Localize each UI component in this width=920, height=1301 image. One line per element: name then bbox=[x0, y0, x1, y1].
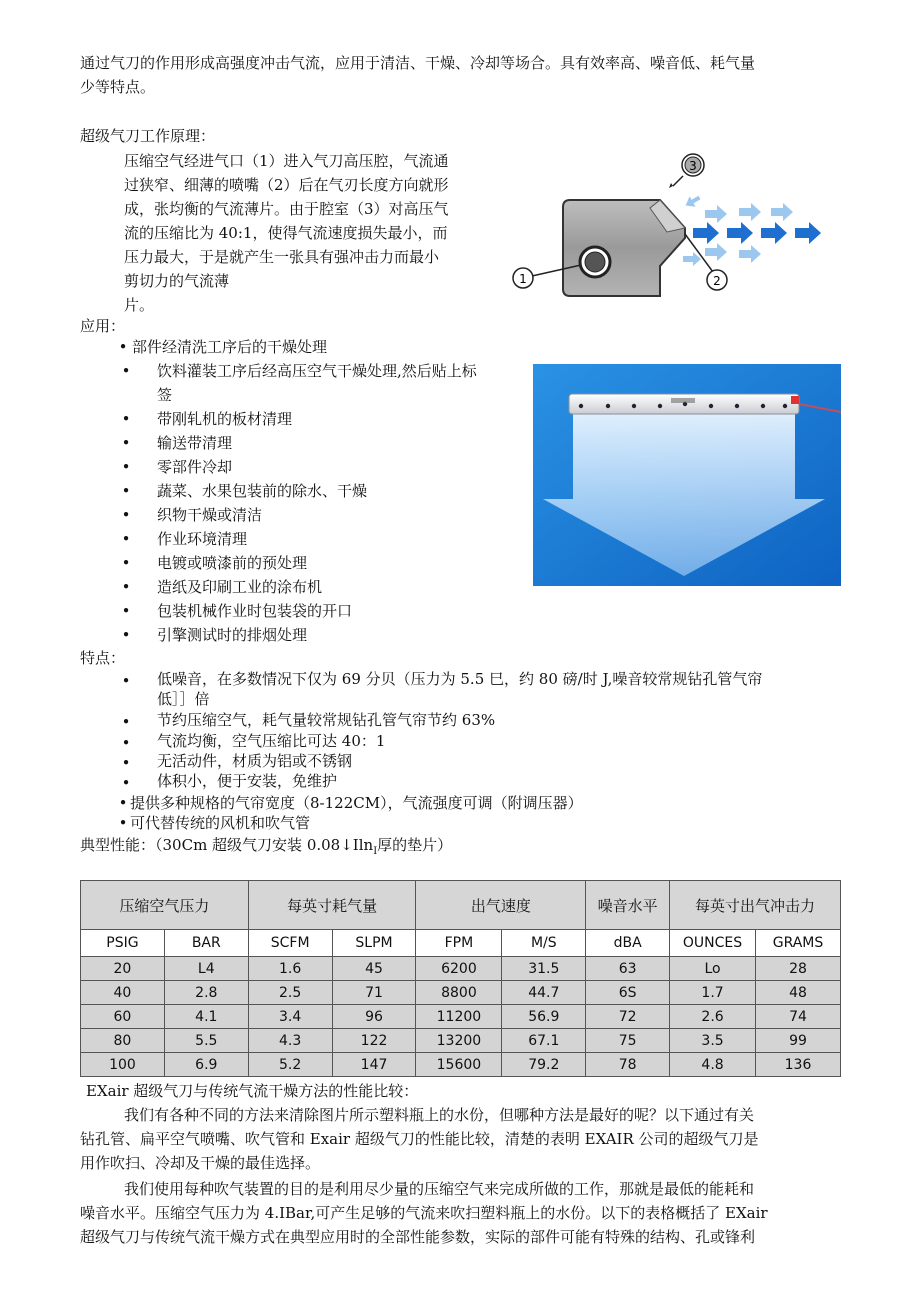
air-knife-diagram bbox=[495, 148, 840, 308]
features-heading: 特点： bbox=[80, 649, 126, 667]
application-item: 作业环境清理 bbox=[157, 530, 248, 548]
bullet: • bbox=[121, 754, 131, 772]
feature-item: 低噪音，在多数情况下仅为 69 分贝（压力为 5.5 巳，约 80 磅/时 J,噪音较常规钻孔管气帘 bbox=[157, 670, 763, 688]
header-consumption: 每英寸耗气量 bbox=[248, 881, 416, 930]
table-row bbox=[81, 1029, 841, 1053]
table-cell: 5.5 bbox=[164, 1029, 248, 1053]
table-cell: 136 bbox=[756, 1053, 841, 1077]
table-cell: 100 bbox=[81, 1053, 165, 1077]
application-item: 电镀或喷漆前的预处理 bbox=[157, 554, 308, 572]
callout-2: 2 bbox=[713, 274, 721, 288]
comparison-p1-line: 我们有各种不同的方法来清除图片所示塑料瓶上的水份，但哪种方法是最好的呢？以下通过有关 bbox=[124, 1106, 755, 1124]
feature-item: 可代替传统的风机和吹气管 bbox=[130, 814, 311, 832]
application-item: 造纸及印刷工业的涂布机 bbox=[157, 578, 323, 596]
table-cell: 60 bbox=[81, 1005, 165, 1029]
feature-item: 提供多种规格的气帘宽度（8-122CM），气流强度可调（附调压器） bbox=[130, 794, 583, 812]
table-cell: 67.1 bbox=[502, 1029, 586, 1053]
header-force: 每英寸出气冲击力 bbox=[670, 881, 841, 930]
bullet: • bbox=[121, 410, 131, 428]
application-item: 饮料灌装工序后经高压空气干燥处理,然后贴上标 bbox=[157, 362, 477, 380]
applications-heading: 应用： bbox=[80, 317, 126, 335]
table-cell: 74 bbox=[756, 1005, 841, 1029]
bullet: • bbox=[121, 774, 131, 792]
comparison-p2-line: 超级气刀与传统气流干燥方式在典型应用时的全部性能参数，实际的部件可能有特殊的结构、孔或锋利 bbox=[80, 1228, 756, 1246]
bullet: • bbox=[118, 338, 128, 356]
table-cell: 1.7 bbox=[670, 981, 756, 1005]
table-cell: 6.9 bbox=[164, 1053, 248, 1077]
application-item: 织物干燥或清洁 bbox=[157, 506, 263, 524]
bullet: • bbox=[121, 362, 131, 380]
table-cell: L4 bbox=[164, 957, 248, 981]
header-noise: 噪音水平 bbox=[586, 881, 670, 930]
bullet: • bbox=[121, 602, 131, 620]
table-cell: 44.7 bbox=[502, 981, 586, 1005]
table-row bbox=[81, 957, 841, 981]
table-cell: 28 bbox=[756, 957, 841, 981]
application-item: 包装机械作业时包装袋的开口 bbox=[157, 602, 353, 620]
table-cell: 2.6 bbox=[670, 1005, 756, 1029]
unit-cell: GRAMS bbox=[756, 930, 841, 957]
comparison-p1-line: 用作吹扫、冷却及干燥的最佳选择。 bbox=[80, 1154, 321, 1172]
comparison-p2-line: 噪音水平。压缩空气压力为 4.IBar,可产生足够的气流来吹扫塑料瓶上的水份。以下的表格概括了 EXair bbox=[80, 1204, 768, 1222]
table-cell: 13200 bbox=[416, 1029, 502, 1053]
unit-cell: OUNCES bbox=[670, 930, 756, 957]
bullet: • bbox=[118, 814, 128, 832]
table-cell: 75 bbox=[586, 1029, 670, 1053]
table-cell: 2.5 bbox=[248, 981, 332, 1005]
bullet: • bbox=[121, 506, 131, 524]
bullet: • bbox=[121, 554, 131, 572]
header-pressure: 压缩空气压力 bbox=[81, 881, 249, 930]
feature-item: 无活动件，材质为铝或不锈钢 bbox=[157, 752, 353, 770]
unit-cell: SCFM bbox=[248, 930, 332, 957]
table-cell: 5.2 bbox=[248, 1053, 332, 1077]
table-cell: 3.5 bbox=[670, 1029, 756, 1053]
bullet: • bbox=[121, 434, 131, 452]
unit-cell: SLPM bbox=[332, 930, 416, 957]
principle-line: 片。 bbox=[124, 296, 155, 314]
table-cell: 11200 bbox=[416, 1005, 502, 1029]
table-cell: Lo bbox=[670, 957, 756, 981]
table-cell: 4.3 bbox=[248, 1029, 332, 1053]
table-cell: 6S bbox=[586, 981, 670, 1005]
principle-line: 成，张均衡的气流薄片。由于腔室（3）对高压气 bbox=[124, 200, 449, 218]
table-row bbox=[81, 1053, 841, 1077]
table-cell: 20 bbox=[81, 957, 165, 981]
unit-cell: dBA bbox=[586, 930, 670, 957]
table-cell: 40 bbox=[81, 981, 165, 1005]
application-item: 引擎测试时的排烟处理 bbox=[157, 626, 308, 644]
table-cell: 4.8 bbox=[670, 1053, 756, 1077]
bullet: • bbox=[118, 794, 128, 812]
feature-item: 节约压缩空气，耗气量较常规钻孔管气帘节约 63% bbox=[157, 711, 496, 729]
table-row bbox=[81, 981, 841, 1005]
header-velocity: 出气速度 bbox=[416, 881, 586, 930]
table-row bbox=[81, 1005, 841, 1029]
table-cell: 6200 bbox=[416, 957, 502, 981]
table-cell: 99 bbox=[756, 1029, 841, 1053]
typical-performance: 典型性能：（30Cm 超级气刀安装 0.08↓Iln$_I$厚的垫片） bbox=[80, 836, 453, 857]
application-item: 蔬菜、水果包装前的除水、干燥 bbox=[157, 482, 368, 500]
intro-line-1: 通过气刀的作用形成高强度冲击气流，应用于清洁、干燥、冷却等场合。具有效率高、噪音低、耗气量 bbox=[80, 54, 756, 72]
principle-line: 压缩空气经进气口（1）进入气刀高压腔，气流通 bbox=[124, 152, 449, 170]
air-knife-product-photo bbox=[533, 364, 841, 586]
callout-1: 1 bbox=[519, 272, 527, 286]
application-item: 签 bbox=[157, 386, 173, 404]
unit-cell: BAR bbox=[164, 930, 248, 957]
table-cell: 96 bbox=[332, 1005, 416, 1029]
table-cell: 8800 bbox=[416, 981, 502, 1005]
table-cell: 1.6 bbox=[248, 957, 332, 981]
bullet: • bbox=[121, 672, 131, 690]
table-cell: 4.1 bbox=[164, 1005, 248, 1029]
bullet: • bbox=[121, 482, 131, 500]
table-cell: 63 bbox=[586, 957, 670, 981]
comparison-heading: EXair 超级气刀与传统气流干燥方法的性能比较： bbox=[86, 1082, 419, 1100]
bullet: • bbox=[121, 578, 131, 596]
table-cell: 3.4 bbox=[248, 1005, 332, 1029]
table-cell: 56.9 bbox=[502, 1005, 586, 1029]
bullet: • bbox=[121, 734, 131, 752]
unit-cell: PSIG bbox=[81, 930, 165, 957]
principle-line: 流的压缩比为 40:1，使得气流速度损失最小，而 bbox=[124, 224, 448, 242]
application-item: 部件经清洗工序后的干燥处理 bbox=[132, 338, 328, 356]
unit-cell: FPM bbox=[416, 930, 502, 957]
table-cell: 48 bbox=[756, 981, 841, 1005]
comparison-p1-line: 钻孔管、扁平空气喷嘴、吹气管和 Exair 超级气刀的性能比较，清楚的表明 EXAIR 公司的超级气刀是 bbox=[80, 1130, 759, 1148]
performance-table bbox=[80, 880, 841, 1077]
table-cell: 80 bbox=[81, 1029, 165, 1053]
table-cell: 31.5 bbox=[502, 957, 586, 981]
table-cell: 79.2 bbox=[502, 1053, 586, 1077]
feature-item: 气流均衡，空气压缩比可达 40：1 bbox=[157, 732, 386, 750]
principle-heading: 超级气刀工作原理： bbox=[80, 127, 216, 145]
principle-line: 过狭窄、细薄的喷嘴（2）后在气刃长度方向就形 bbox=[124, 176, 449, 194]
principle-line: 压力最大，于是就产生一张具有强冲击力而最小 bbox=[124, 248, 440, 266]
table-cell: 71 bbox=[332, 981, 416, 1005]
application-item: 输送带清理 bbox=[157, 434, 233, 452]
intro-line-2: 少等特点。 bbox=[80, 78, 156, 96]
table-cell: 147 bbox=[332, 1053, 416, 1077]
bullet: • bbox=[121, 626, 131, 644]
table-cell: 72 bbox=[586, 1005, 670, 1029]
bullet: • bbox=[121, 458, 131, 476]
bullet: • bbox=[121, 530, 131, 548]
feature-item: 体积小，便于安装，免维护 bbox=[157, 772, 338, 790]
table-cell: 45 bbox=[332, 957, 416, 981]
comparison-p2-line: 我们使用每种吹气装置的目的是利用尽少量的压缩空气来完成所做的工作，那就是最低的能耗和 bbox=[124, 1180, 755, 1198]
application-item: 带刚轧机的板材清理 bbox=[157, 410, 293, 428]
table-cell: 122 bbox=[332, 1029, 416, 1053]
callout-3: 3 bbox=[689, 159, 697, 173]
unit-cell: M/S bbox=[502, 930, 586, 957]
application-item: 零部件冷却 bbox=[157, 458, 233, 476]
table-cell: 15600 bbox=[416, 1053, 502, 1077]
feature-item: 低］］倍 bbox=[157, 690, 210, 708]
table-cell: 2.8 bbox=[164, 981, 248, 1005]
principle-line: 剪切力的气流薄 bbox=[124, 272, 230, 290]
bullet: • bbox=[121, 713, 131, 731]
table-cell: 78 bbox=[586, 1053, 670, 1077]
